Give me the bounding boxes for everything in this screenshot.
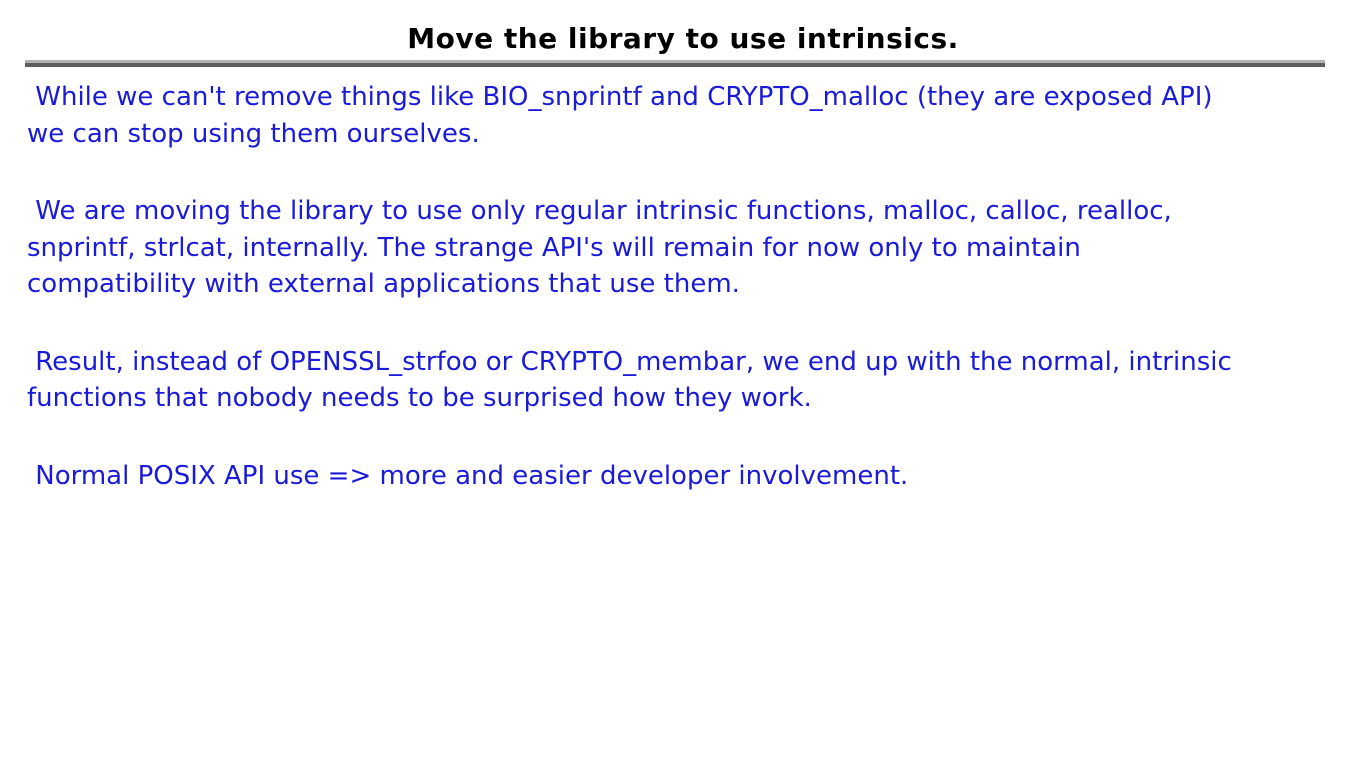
- text-line: Result, instead of OPENSSL_strfoo or CRYPTO_membar, we end up with the normal, intrinsic: [27, 346, 1232, 377]
- text-line: compatibility with external applications that use them.: [27, 269, 740, 299]
- text-line: While we can't remove things like BIO_snprintf and CRYPTO_malloc (they are exposed API): [27, 82, 1213, 112]
- text-line: We are moving the library to use only regular intrinsic functions, malloc, calloc, realloc,: [27, 196, 1172, 226]
- paragraph-posix-conclusion: [27, 458, 1346, 495]
- text-line: snprintf, strlcat, internally. The strange API's will remain for now only to maintain: [27, 232, 1081, 263]
- paragraph-exposed-api: [27, 79, 1346, 152]
- text-line: Normal POSIX API use => more and easier developer involvement.: [27, 460, 909, 491]
- paragraph-moving-library: [27, 193, 1346, 303]
- text-line: we can stop using them ourselves.: [27, 118, 480, 149]
- title-divider-rule: [25, 60, 1325, 67]
- slide-title: Move the library to use intrinsics.: [407, 22, 959, 55]
- text-line: functions that nobody needs to be surprised how they work.: [27, 383, 812, 413]
- slide-body: [27, 79, 1346, 494]
- paragraph-result: [27, 344, 1346, 417]
